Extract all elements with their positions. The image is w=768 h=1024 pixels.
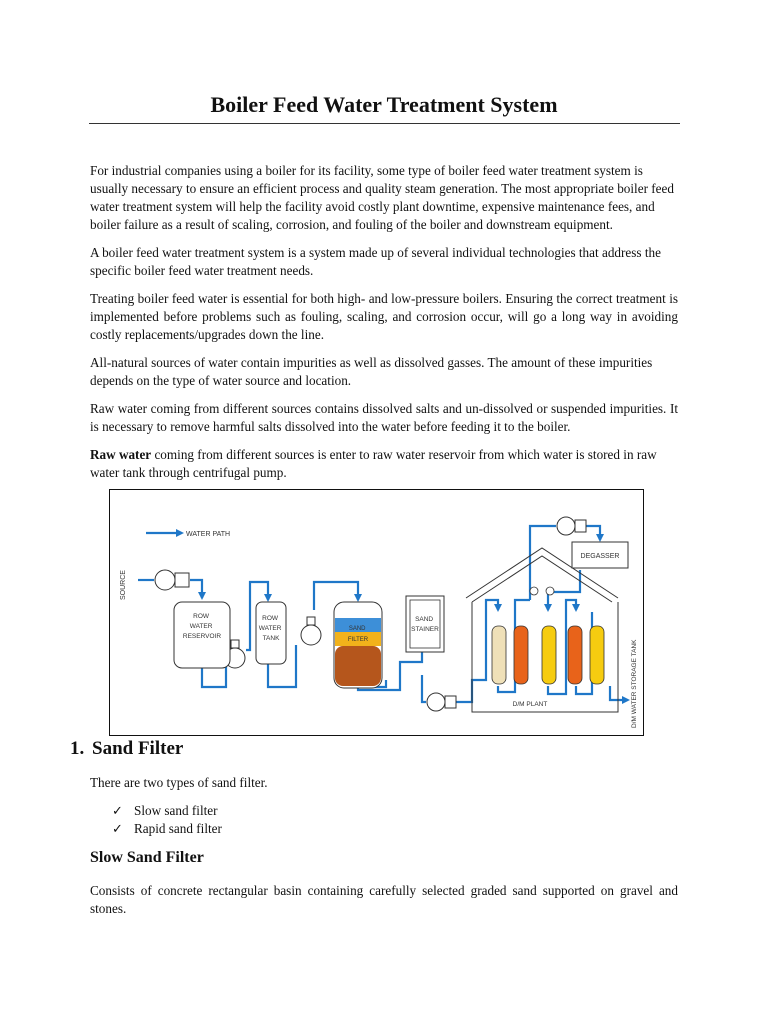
tank-label-line: TANK [262, 635, 280, 642]
process-diagram-svg [110, 490, 643, 735]
sand-filter-label-line: SAND [348, 626, 366, 632]
sand-filter-intro: There are two types of sand filter. [90, 775, 268, 790]
process-diagram [109, 489, 644, 736]
row-water-reservoir [174, 602, 230, 668]
sand-filter-gravel-layer [335, 646, 381, 686]
section-heading-text: Sand Filter [92, 738, 184, 759]
sand-filter-vessel [334, 602, 382, 688]
tank-label-line: ROW [262, 615, 279, 622]
check-icon: ✓ [112, 821, 124, 836]
paragraph-1: For industrial companies using a boiler for its facility, some type of boiler feed water treatment system is usually necessary to ensure an efficient process and quality steam generation. The most appropriate boiler feed water treatment system will help the facility avoid costly plant downtime, expensive maintenance fees, and boiler failure as a result of scaling, corrosion, and fouling of the boiler and downstream equipment. [90, 163, 674, 232]
valve-icon [530, 587, 554, 595]
list-item [112, 820, 222, 838]
column-gradient [590, 626, 604, 684]
flow-arrowheads [176, 529, 630, 704]
section-heading-sand-filter [70, 738, 183, 760]
stainer-label-line: SAND [415, 616, 434, 623]
source-label: SOURCE [120, 570, 127, 600]
list-item [112, 802, 222, 820]
intro-text [90, 162, 678, 492]
subheading-slow-sand-filter: Slow Sand Filter [90, 849, 204, 866]
ion-exchange-columns [492, 626, 604, 684]
sand-stainer [406, 596, 444, 652]
raw-water-bold: Raw water [90, 447, 152, 462]
check-icon: ✓ [112, 803, 124, 818]
pump-icon [557, 517, 586, 535]
row-water-tank [256, 602, 286, 664]
paragraph-6 [90, 446, 678, 482]
title-divider [89, 123, 680, 124]
list-item-text: Slow sand filter [134, 803, 218, 818]
dm-storage-label: D/M WATER STORAGE TANK [631, 639, 638, 728]
degasser-label: DEGASSER [580, 553, 620, 560]
dm-plant-label: D/M PLANT [512, 701, 548, 708]
pump-icon [155, 570, 189, 590]
water-path-label: WATER PATH [186, 531, 231, 538]
stainer-label-line: STAINER [411, 626, 439, 633]
page-title: Boiler Feed Water Treatment System [210, 92, 558, 117]
reservoir-label-line: ROW [193, 613, 210, 620]
column-yellow [542, 626, 556, 684]
paragraph-3: Treating boiler feed water is essential for both high- and low-pressure boilers. Ensuring the correct treatment is implemented before problems such as fouling, scaling, and corrosion occur, will go a long way in avoiding costly replacements/upgrades down the line. [90, 291, 678, 342]
sand-filter-label-line: FILTER [347, 637, 369, 643]
list-item-text: Rapid sand filter [134, 821, 222, 836]
paragraph-2: A boiler feed water treatment system is a system made up of several individual technologies that address the specific boiler feed water treatment needs. [90, 245, 661, 278]
section-number: 1. [70, 738, 85, 759]
paragraph-5: Raw water coming from different sources contains dissolved salts and un-dissolved or suspended impurities. It is necessary to remove harmful salts dissolved into the water before feeding it to the boiler. [90, 401, 678, 434]
pump-icon [427, 693, 456, 711]
tank-label-line: WATER [258, 625, 282, 632]
paragraph-6-rest: coming from different sources is enter to raw water reservoir from which water is stored in raw water tank through centrifugal pump. [90, 447, 657, 480]
column-orange [568, 626, 582, 684]
reservoir-label-line: WATER [189, 623, 213, 630]
pump-icon [301, 617, 321, 645]
column-orange [514, 626, 528, 684]
column-beige [492, 626, 506, 684]
degasser [572, 542, 628, 568]
sand-filter-types-list [112, 802, 222, 838]
slow-sand-filter-text: Consists of concrete rectangular basin containing carefully selected graded sand supported on gravel and stones. [90, 883, 678, 916]
reservoir-label-line: RESERVOIR [182, 633, 222, 640]
paragraph-4: All-natural sources of water contain impurities as well as dissolved gasses. The amount of these impurities depends on the type of water source and location. [90, 355, 653, 388]
